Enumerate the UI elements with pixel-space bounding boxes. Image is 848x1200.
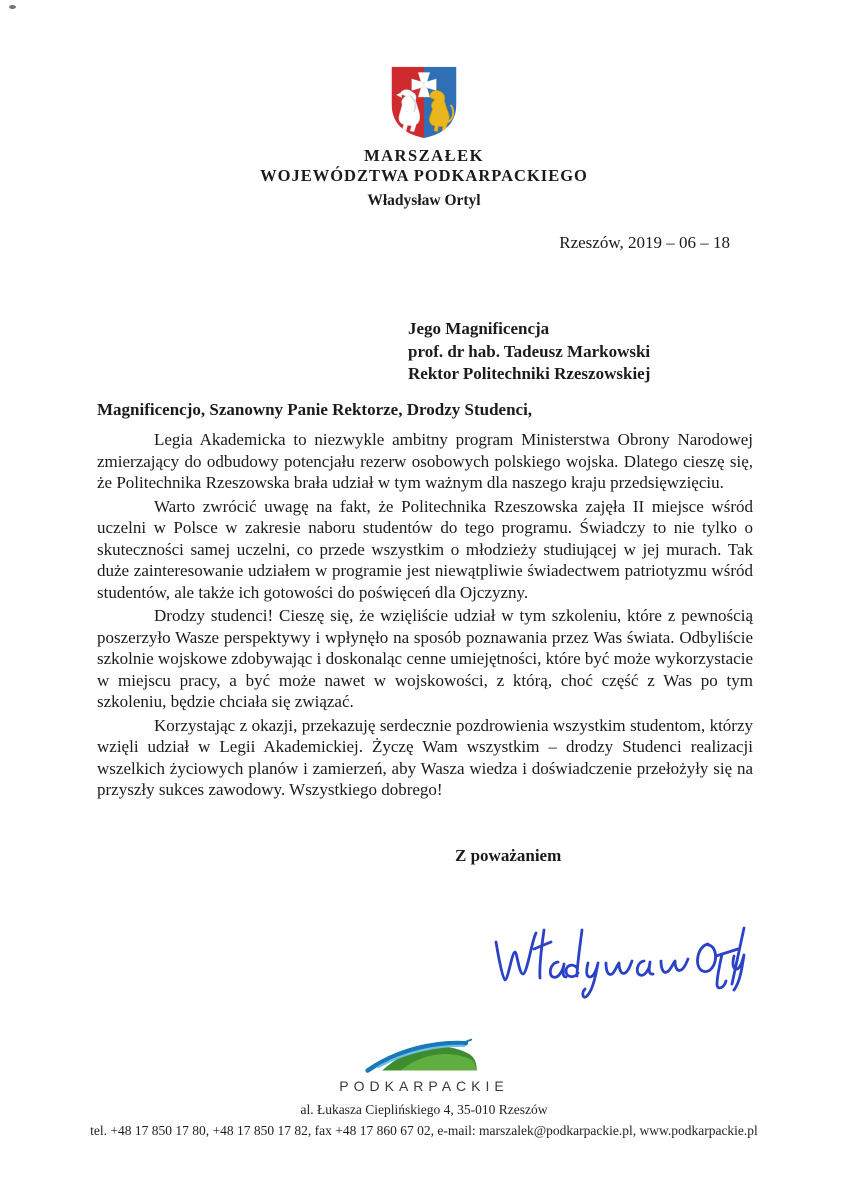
footer-address: al. Łukasza Cieplińskiego 4, 35-010 Rzeszów [300,1102,548,1117]
footer-contact: tel. +48 17 850 17 80, +48 17 850 17 82, fax +48 17 860 67 02, e-mail: marszalek@podkarpackie.pl, www.podkarpackie.pl [90,1123,758,1138]
org-name-line1: MARSZAŁEK [364,146,484,165]
paragraph: Warto zwrócić uwagę na fakt, że Politechnika Rzeszowska zajęła II miejsce wśród uczelni w Polsce w zakresie naboru studentów do tego programu. Świadczy to nie tylko o skuteczności samej uczelni, co przede wszystkim o młodzieży studiującej w jej murach. Tak duże zainteresowanie udziałem w programie jest niewątpliwie świadectwem patriotyzmu wśród studentów, ale także ich gotowości do poświęceń dla Ojczyzny. [97,496,753,602]
paragraph: Legia Akademicka to niezwykle ambitny program Ministerstwa Obrony Narodowej zmierzający do odbudowy potencjału rezerw osobowych polskiego wojska. Dlatego cieszę się, że Politechnika Rzeszowska brała udział w tym ważnym dla naszego kraju przedsięwzięciu. [97,430,753,492]
paragraph: Drodzy studenci! Cieszę się, że wzięliście udział w tym szkoleniu, które z pewnością poszerzyło Wasze perspektywy i wpłynęło na sposób poznawania przez Was świata. Odbyliście szkolnie wojskowe zdobywając i doskonaląc cenne umiejętności, które być może wykorzystacie w miejscu pracy, a być może nawet w wojskowości, z którą, choć część z Was po tym szkoleniu, będzie chciała się związać. [97,606,753,711]
scan-artifact [9,5,16,9]
voivodeship-crest-icon [388,63,460,141]
addressee-line: prof. dr hab. Tadeusz Markowski [408,341,651,361]
closing-phrase: Z poważaniem [455,846,562,865]
podkarpackie-logo-icon [354,1036,494,1076]
footer-contact-block [0,1099,848,1141]
date-line: Rzeszów, 2019 – 06 – 18 [559,233,730,252]
addressee-line: Rektor Politechniki Rzeszowskiej [408,364,651,383]
addressee-block [408,318,650,386]
logo-wordmark: PODKARPACKIE [339,1078,509,1094]
podkarpackie-logo [0,1036,848,1094]
letter-body [97,429,753,803]
signature-image [486,916,748,1010]
salutation: Magnificencjo, Szanowny Panie Rektorze, Drodzy Studenci, [97,400,533,419]
paragraph: Korzystając z okazji, przekazuję serdecznie pozdrowienia wszystkim studentom, którzy wzięli udział w Legii Akademickiej. Życzę Wam wszystkim – drodzy Studenci realizacji wszelkich życiowych planów i zamierzeń, aby Wasza wiedza i doświadczenie przełożyły się na przyszły sukces zawodowy. Wszystkiego dobrego! [97,715,753,799]
org-name-line2: WOJEWÓDZTWA PODKARPACKIEGO [260,166,588,185]
addressee-line: Jego Magnificencja [408,319,550,338]
sender-name: Władysław Ortyl [367,192,481,209]
